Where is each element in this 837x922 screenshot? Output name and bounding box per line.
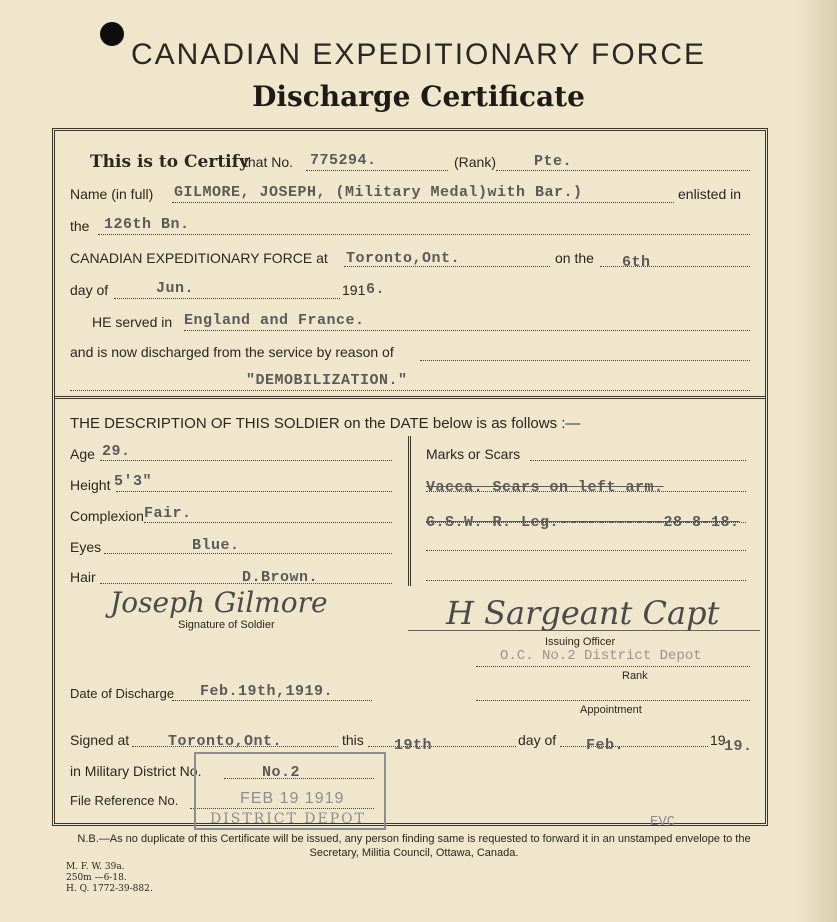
soldier-signature: Joseph Gilmore	[110, 586, 328, 619]
document-subtitle: Discharge Certificate	[252, 80, 585, 113]
age-line	[100, 460, 392, 461]
appointment-line	[476, 700, 750, 701]
rank-sig-line	[476, 666, 750, 667]
eyes-value: Blue.	[192, 537, 240, 554]
paper-edge-shadow	[797, 0, 837, 922]
soldier-signature-label: Signature of Soldier	[178, 619, 275, 631]
hair-value: D.Brown.	[242, 569, 319, 586]
the-label: the	[70, 218, 90, 234]
discharge-date-line	[172, 700, 372, 701]
regimental-number: 775294.	[310, 152, 377, 169]
district-value: No.2	[262, 764, 301, 781]
district-label: in Military District No.	[70, 763, 202, 779]
this-label: this	[342, 732, 364, 748]
rank-value: Pte.	[534, 153, 573, 170]
section-divider-description	[55, 396, 765, 399]
discharge-date-label: Date of Discharge	[70, 686, 175, 701]
form-number-3: H. Q. 1772-39-882.	[66, 884, 153, 894]
complexion-line	[144, 522, 392, 523]
that-no-label: that No.	[244, 154, 294, 170]
name-value: GILMORE, JOSEPH, (Military Medal)with Bar.)	[174, 184, 583, 201]
reason-line-2	[70, 390, 750, 391]
marks-line-3	[426, 550, 746, 551]
description-heading: THE DESCRIPTION OF THIS SOLDIER on the DATE below is as follows :—	[70, 415, 581, 432]
height-value: 5'3"	[114, 473, 153, 490]
discharge-date-value: Feb.19th,1919.	[200, 683, 334, 700]
officer-signature: H Sargeant Capt	[446, 594, 720, 632]
signed-month-value: Feb.	[586, 737, 625, 754]
complexion-value: Fair.	[144, 505, 192, 522]
year-prefix: 191	[342, 282, 366, 298]
form-number	[66, 862, 153, 895]
year-suffix: 6.	[366, 281, 386, 298]
marks-line-4	[426, 580, 746, 581]
enlist-month: Jun.	[156, 280, 195, 297]
marks-line-0	[530, 460, 746, 461]
hair-label: Hair	[70, 569, 96, 585]
footer-note: N.B.—As no duplicate of this Certificate will be issued, any person finding same is requested to forward it in an unstamped envelope to the Secretary, Militia Council, Ottawa, Canada.	[77, 833, 751, 859]
signed-month-line	[560, 746, 708, 747]
signed-day-value: 19th	[394, 737, 433, 754]
age-label: Age	[70, 446, 95, 462]
height-label: Height	[70, 477, 111, 493]
officer-label: Issuing Officer	[545, 636, 616, 648]
marks-value-2: G.S.W. R. Leg.-----------28-8-18.	[426, 514, 740, 531]
served-label: HE served in	[92, 314, 173, 330]
name-line	[172, 202, 674, 203]
served-line	[184, 330, 750, 331]
form-number-2: 250m —6-18.	[66, 873, 127, 883]
height-line	[116, 491, 392, 492]
enlist-day: 6th	[622, 254, 651, 271]
enlist-place: Toronto,Ont.	[346, 250, 461, 267]
stamp-date: FEB 19 1919	[240, 790, 345, 807]
rank-label: (Rank)	[454, 154, 497, 170]
force-label: CANADIAN EXPEDITIONARY FORCE at	[70, 250, 328, 266]
on-the-label: on the	[555, 250, 594, 266]
reason-value: "DEMOBILIZATION."	[246, 372, 408, 389]
signed-day-line	[368, 746, 516, 747]
month-line	[114, 298, 340, 299]
number-line	[306, 170, 448, 171]
complexion-label: Complexion	[70, 508, 144, 524]
appointment-label: Appointment	[580, 704, 642, 716]
signed-at-label: Signed at	[70, 732, 130, 748]
signed-year-prefix: 19	[710, 732, 726, 748]
eyes-label: Eyes	[70, 539, 102, 555]
signed-day-of-label: day of	[518, 732, 557, 748]
certify-lead: This is to Certify	[90, 152, 249, 172]
oc-stamp: O.C. No.2 District Depot	[500, 648, 702, 664]
unit-value: 126th Bn.	[104, 216, 190, 233]
stamp-depot: DISTRICT DEPOT	[210, 811, 366, 827]
reason-label: and is now discharged from the service by reason of	[70, 344, 394, 360]
signed-year-suffix: 19.	[724, 738, 753, 755]
document-title: CANADIAN EXPEDITIONARY FORCE	[131, 38, 706, 71]
unit-line	[98, 234, 750, 235]
marks-value-1: Vacca. Scars on left arm.	[426, 479, 664, 496]
reason-line-1	[420, 360, 750, 361]
file-ref-label: File Reference No.	[70, 793, 179, 808]
form-number-1: M. F. W. 39a.	[66, 862, 125, 872]
age-value: 29.	[102, 443, 131, 460]
marks-label: Marks or Scars	[426, 446, 521, 462]
signed-at-value: Toronto,Ont.	[168, 733, 283, 750]
rank-sig-label: Rank	[622, 670, 648, 682]
served-value: England and France.	[184, 312, 365, 329]
clerk-initials: EVC	[650, 814, 676, 830]
enlisted-label: enlisted in	[678, 186, 742, 202]
description-column-divider	[408, 436, 411, 586]
day-of-label: day of	[70, 282, 109, 298]
name-label: Name (in full)	[70, 186, 154, 202]
eyes-line	[104, 553, 392, 554]
rank-line	[496, 170, 750, 171]
